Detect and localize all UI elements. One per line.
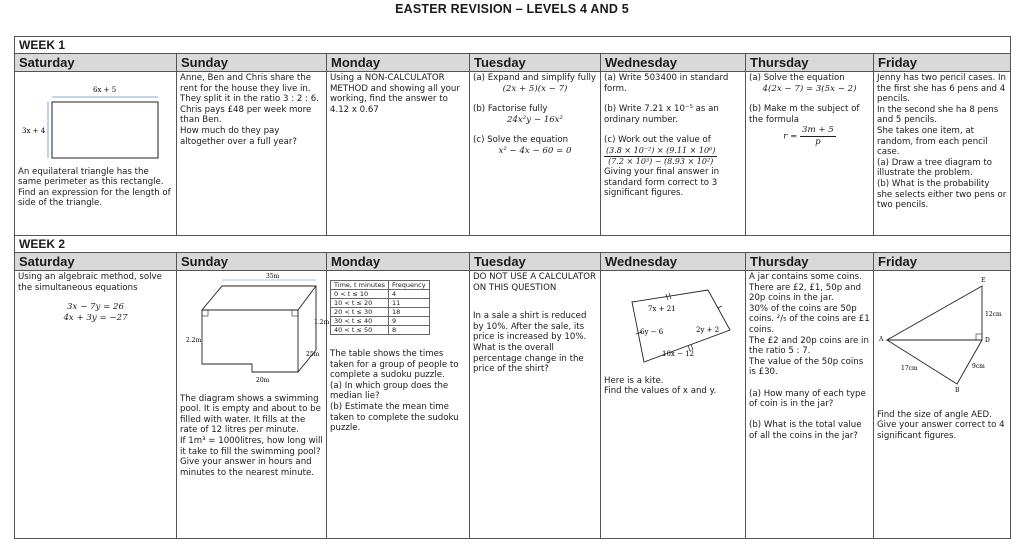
frequency-table: [330, 280, 430, 335]
week1-content-row: [15, 72, 1011, 236]
w1-thursday-cell: [746, 72, 874, 236]
w1-friday-text: Jenny has two pencil cases. In the first she has 6 pens and 4 pencils. In the second she ha 8 pens and 5 pencils. She takes one item, at random, from each pencil case. (a) Draw a tree diagram to illustrate the problem. (b) What is the probability she selects either two pens or two pencils.: [874, 72, 1011, 236]
table-row: 0 < t ≤ 10 4: [331, 290, 430, 299]
page-title: EASTER REVISION – LEVELS 4 AND 5: [395, 2, 629, 16]
day-friday: Friday: [874, 54, 1011, 72]
w1-wed-a: (a) Write 503400 in standard form.: [604, 73, 729, 94]
pool-top-label: 35m: [266, 273, 280, 280]
swimming-pool-diagram: [180, 272, 330, 390]
w2-monday-text: The table shows the times taken for a group of people to complete a sudoku puzzle. (a) In which group does the median lie? (b) Estimate the mean time taken to complete the sudoku puzzle.: [330, 349, 459, 434]
tri-point-d: D: [985, 337, 990, 344]
table-row: 10 < t ≤ 20 11: [331, 299, 430, 308]
week2-label: WEEK 2: [15, 236, 1011, 253]
w1-tue-c-expr: x² − 4x − 60 = 0: [498, 145, 572, 156]
w1-tue-b: (b) Factorise fully: [473, 104, 548, 115]
w1-wednesday-cell: [601, 72, 746, 236]
day-thursday: Thursday: [746, 253, 874, 271]
w1-wed-c: (c) Work out the value of: [604, 135, 711, 146]
w1-wed-fraction: $\frac{\text{(3.8 × 10⁻²) × (9.11 × 10⁶)}}{\text{(7.2 × 10³) − (8.93 × 10²)}}$: [606, 145, 716, 166]
tri-point-a: A: [879, 336, 884, 343]
w2-saturday-cell: [15, 271, 177, 539]
w2-tuesday-cell: [470, 271, 601, 539]
rect-top-label: 6x + 5: [93, 86, 117, 94]
pool-left-label: 2.2m: [186, 337, 202, 344]
w1-saturday-text: An equilateral triangle has the same perimeter as this rectangle. Find an expression for the length of side of the triangle.: [18, 166, 171, 209]
w1-monday-text: Using a NON-CALCULATOR METHOD and showing all your working, find the answer to 4.12 x 0.67: [327, 72, 470, 236]
w1-thu-a: (a) Solve the equation: [749, 73, 845, 83]
w2-friday-text: Find the size of angle AED. Give your answer correct to 4 significant figures.: [877, 409, 1005, 441]
rect-side-label: 3x + 4: [22, 127, 46, 135]
table-row: 20 < t ≤ 30 18: [331, 308, 430, 317]
w1-wed-b: (b) Write 7.21 x 10⁻⁵ as an ordinary number.: [604, 104, 719, 125]
w1-tue-b-expr: 24x²y − 16x²: [507, 114, 563, 125]
w2-tue-warning: DO NOT USE A CALCULATOR ON THIS QUESTION: [473, 272, 596, 293]
w2-monday-cell: [327, 271, 470, 539]
w1-tue-a: (a) Expand and simplify fully: [473, 73, 596, 83]
triangle-diagram: [877, 272, 1007, 392]
w1-thu-b: (b) Make m the subject of the formula: [749, 104, 860, 125]
w1-wed-c-tail: Giving your final answer in standard form correct to 3 significant figures.: [604, 166, 720, 199]
kite-left-label: 6y − 6: [640, 328, 664, 336]
week1-header-row: [15, 37, 1011, 54]
tri-point-b: B: [955, 387, 960, 394]
day-thursday: Thursday: [746, 54, 874, 72]
day-saturday: Saturday: [15, 54, 177, 72]
table-row: 30 < t ≤ 40 9: [331, 317, 430, 326]
day-wednesday: Wednesday: [601, 253, 746, 271]
day-monday: Monday: [327, 253, 470, 271]
freq-header-time: Time, t minutes: [331, 281, 389, 290]
w2-sunday-cell: [177, 271, 330, 539]
week2-header-row: [15, 236, 1011, 253]
w1-tue-c: (c) Solve the equation: [473, 135, 569, 146]
w1-saturday-cell: [15, 72, 177, 236]
kite-diagram: [604, 272, 742, 372]
week1-day-row: [15, 54, 1011, 72]
w2-tue-text: In a sale a shirt is reduced by 10%. After the sale, its price is increased by 10%. What is the overall percentage change in the price of the shirt?: [473, 311, 587, 375]
kite-top-label: 7x + 21: [648, 305, 676, 313]
w2-wednesday-text: Here is a kite. Find the values of x and y.: [604, 375, 717, 397]
day-tuesday: Tuesday: [470, 54, 601, 72]
w1-tuesday-cell: [470, 72, 601, 236]
pool-right-label: 1.2m: [314, 319, 330, 326]
w1-thu-b-formula: r = $\frac{3m + 5}{p}$: [783, 125, 834, 147]
w2-friday-cell: [874, 271, 1011, 539]
w2-thursday-text: A jar contains some coins. There are £2, £1, 50p and 20p coins in the jar. 30% of the coins are 50p coins. ²/₅ of the coins are £1 coins. The £2 and 20p coins are in the ratio 5 : 7. The value of the 50p coins is £30. (a) How many of each type of coin is in the jar? (b) What is the total value of all the coins in the jar?: [746, 271, 874, 539]
pool-bottom-label: 20m: [256, 377, 270, 384]
kite-bottom-label: 10x − 12: [662, 350, 695, 358]
w2-sat-text: Using an algebraic method, solve the simultaneous equations: [18, 272, 162, 293]
rectangle-diagram: [18, 73, 172, 163]
day-sunday: Sunday: [177, 253, 327, 271]
tri-db-label: 9cm: [972, 363, 985, 370]
week2-day-row: [15, 253, 1011, 271]
w2-sat-eq1: 3x − 7y = 26: [67, 302, 124, 313]
week2-content-row: [15, 271, 1011, 539]
pool-side-label: 25m: [306, 351, 320, 358]
tri-point-e: E: [981, 277, 986, 284]
week1-label: WEEK 1: [15, 37, 1011, 54]
day-wednesday: Wednesday: [601, 54, 746, 72]
tri-ed-label: 12cm: [985, 311, 1002, 318]
revision-table: [14, 36, 1011, 539]
day-tuesday: Tuesday: [470, 253, 601, 271]
w2-sunday-text: The diagram shows a swimming pool. It is empty and about to be filled with water. It fills at the rate of 12 litres per minute. If 1m³ = 1000litres, how long will it take to fill the swimming pool? Give your answer in hours and minutes to the nearest minute.: [180, 393, 323, 478]
w2-wednesday-cell: [601, 271, 746, 539]
w2-sat-eq2: 4x + 3y = −27: [63, 312, 128, 323]
day-monday: Monday: [327, 54, 470, 72]
table-row: 40 < t ≤ 50 8: [331, 326, 430, 335]
w1-tue-a-expr: (2x + 5)(x − 7): [502, 83, 568, 94]
day-sunday: Sunday: [177, 54, 327, 72]
freq-header-frequency: Frequency: [388, 281, 429, 290]
w1-sunday-text: Anne, Ben and Chris share the rent for the house they live in. They split it in the ratio 3 : 2 : 6. Chris pays £48 per week more than Ben. How much do they pay altogether over a full year?: [177, 72, 327, 236]
day-friday: Friday: [874, 253, 1011, 271]
w1-thu-a-expr: 4(2x − 7) = 3(5x − 2): [762, 83, 857, 94]
day-saturday: Saturday: [15, 253, 177, 271]
tri-ab-label: 17cm: [901, 365, 918, 372]
kite-right-label: 2y + 2: [696, 326, 720, 334]
